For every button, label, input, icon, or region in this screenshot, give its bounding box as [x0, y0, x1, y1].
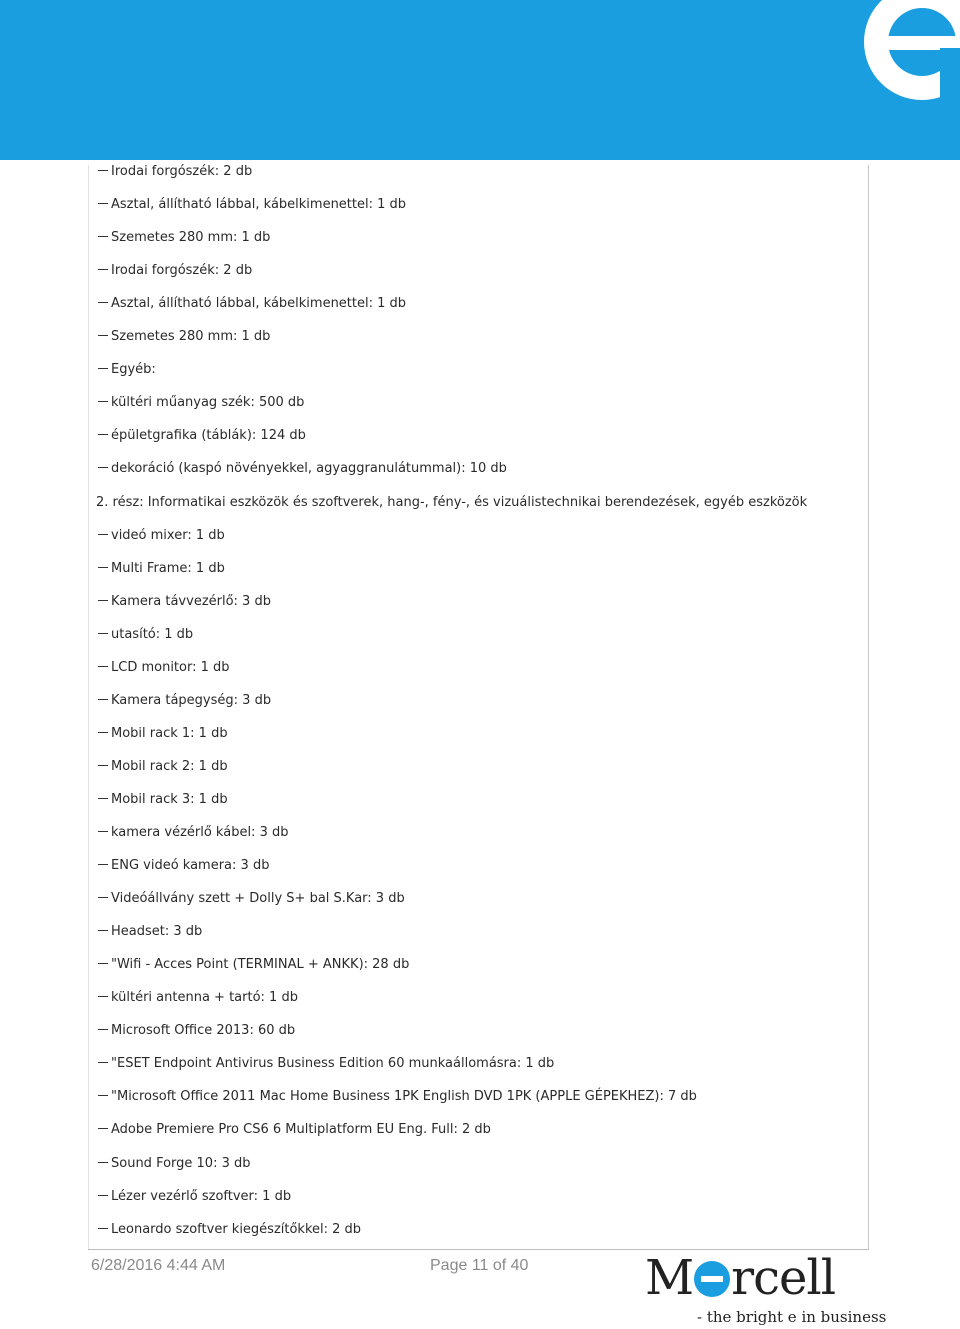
list-item [98, 660, 230, 676]
brand-logo [645, 1250, 835, 1306]
list-item [98, 528, 225, 544]
list-item [98, 230, 270, 246]
list-item [98, 1156, 251, 1172]
list-item-text: kültéri műanyag szék: 500 db [111, 395, 305, 410]
list-item-text: Headset: 3 db [111, 924, 203, 939]
list-item [98, 1222, 361, 1238]
list-item-text: Egyéb: [111, 362, 156, 377]
dash-bullet-icon [98, 1195, 108, 1197]
dash-bullet-icon [98, 1029, 108, 1031]
list-item [98, 759, 228, 775]
list-item-text: Mobil rack 2: 1 db [111, 759, 228, 774]
section-heading-text: 2. rész: Informatikai eszközök és szoftverek, hang-, fény-, és vizuálistechnikai berendezések, egyéb eszközök [96, 495, 808, 510]
list-item-text: Asztal, állítható lábbal, kábelkimenettel: 1 db [111, 197, 407, 212]
list-item [98, 561, 225, 577]
dash-bullet-icon [98, 368, 108, 370]
dash-bullet-icon [98, 633, 108, 635]
list-item [98, 362, 156, 378]
dash-bullet-icon [98, 567, 108, 569]
list-item-text: "Wifi - Acces Point (TERMINAL + ANKK): 28 db [111, 957, 410, 972]
dash-bullet-icon [98, 963, 108, 965]
list-item-text: ENG videó kamera: 3 db [111, 858, 270, 873]
dash-bullet-icon [98, 236, 108, 238]
list-item [98, 858, 269, 874]
list-item-text: "ESET Endpoint Antivirus Business Edition 60 munkaállomásra: 1 db [111, 1056, 555, 1071]
list-item [98, 627, 193, 643]
footer-date: 6/28/2016 4:44 AM [91, 1257, 226, 1274]
list-item [98, 329, 270, 345]
list-item-text: Mobil rack 1: 1 db [111, 726, 228, 741]
list-item-text: Irodai forgószék: 2 db [111, 164, 253, 179]
dash-bullet-icon [98, 666, 108, 668]
list-item [98, 891, 405, 907]
header-banner [0, 0, 960, 160]
list-item-text: Multi Frame: 1 db [111, 561, 225, 576]
list-item-text: Videóállvány szett + Dolly S+ bal S.Kar: 3 db [111, 891, 405, 906]
list-item-text: Kamera tápegység: 3 db [111, 693, 272, 708]
dash-bullet-icon [98, 467, 108, 469]
list-item-text: Lézer vezérlő szoftver: 1 db [111, 1189, 292, 1204]
list-item [98, 693, 271, 709]
dash-bullet-icon [98, 1095, 108, 1097]
dash-bullet-icon [98, 864, 108, 866]
list-item-text: Adobe Premiere Pro CS6 6 Multiplatform EU Eng. Full: 2 db [111, 1122, 491, 1137]
dash-bullet-icon [98, 996, 108, 998]
list-item [98, 957, 409, 973]
section-heading [96, 495, 807, 511]
list-item [98, 792, 228, 808]
list-item-text: utasító: 1 db [111, 627, 194, 642]
dash-bullet-icon [98, 765, 108, 767]
list-item [98, 461, 507, 477]
list-item [98, 1089, 697, 1105]
dash-bullet-icon [98, 269, 108, 271]
dash-bullet-icon [98, 335, 108, 337]
dash-bullet-icon [98, 534, 108, 536]
list-item [98, 428, 306, 444]
dash-bullet-icon [98, 1228, 108, 1230]
list-item-text: kamera vézérlő kábel: 3 db [111, 825, 289, 840]
dash-bullet-icon [98, 600, 108, 602]
brand-tagline: - the bright e in business [697, 1308, 887, 1326]
dash-bullet-icon [98, 732, 108, 734]
list-item [98, 726, 228, 742]
dash-bullet-icon [98, 897, 108, 899]
list-item [98, 990, 298, 1006]
list-item-text: kültéri antenna + tartó: 1 db [111, 990, 298, 1005]
list-item-text: Kamera távvezérlő: 3 db [111, 594, 271, 609]
dash-bullet-icon [98, 831, 108, 833]
list-item [98, 924, 202, 940]
dash-bullet-icon [98, 170, 108, 172]
dash-bullet-icon [98, 203, 108, 205]
dash-bullet-icon [98, 434, 108, 436]
dash-bullet-icon [98, 699, 108, 701]
dash-bullet-icon [98, 1162, 108, 1164]
dash-bullet-icon [98, 930, 108, 932]
list-item-text: épületgrafika (táblák): 124 db [111, 428, 306, 443]
list-item-text: Leonardo szoftver kiegészítőkkel: 2 db [111, 1222, 362, 1237]
dash-bullet-icon [98, 401, 108, 403]
dash-bullet-icon [98, 1062, 108, 1064]
list-item-text: Szemetes 280 mm: 1 db [111, 329, 271, 344]
list-item [98, 1056, 554, 1072]
list-item [98, 395, 304, 411]
list-item [98, 164, 252, 180]
dash-bullet-icon [98, 302, 108, 304]
list-item-text: Sound Forge 10: 3 db [111, 1156, 251, 1171]
list-item [98, 1189, 291, 1205]
list-item-text: LCD monitor: 1 db [111, 660, 230, 675]
brand-e-icon [694, 1261, 730, 1297]
list-item [98, 263, 252, 279]
list-item [98, 296, 406, 312]
list-item-text: Microsoft Office 2013: 60 db [111, 1023, 296, 1038]
dash-bullet-icon [98, 798, 108, 800]
dash-bullet-icon [98, 1128, 108, 1130]
list-item-text: Mobil rack 3: 1 db [111, 792, 228, 807]
list-item [98, 825, 288, 841]
list-item-text: videó mixer: 1 db [111, 528, 225, 543]
brand-e-logo-icon [820, 0, 960, 110]
list-item-text: "Microsoft Office 2011 Mac Home Business 1PK English DVD 1PK (APPLE GÉPEKHEZ): 7 db [111, 1089, 697, 1104]
list-item [98, 1122, 491, 1138]
brand-name-right: rcell [731, 1250, 836, 1306]
brand-name-left: M [645, 1250, 694, 1306]
list-item [98, 197, 406, 213]
list-item-text: Szemetes 280 mm: 1 db [111, 230, 271, 245]
list-item [98, 594, 271, 610]
footer-page-number: Page 11 of 40 [430, 1257, 529, 1274]
list-item-text: dekoráció (kaspó növényekkel, agyaggranulátummal): 10 db [111, 461, 507, 476]
list-item-text: Irodai forgószék: 2 db [111, 263, 253, 278]
list-item [98, 1023, 295, 1039]
list-item-text: Asztal, állítható lábbal, kábelkimenettel: 1 db [111, 296, 407, 311]
